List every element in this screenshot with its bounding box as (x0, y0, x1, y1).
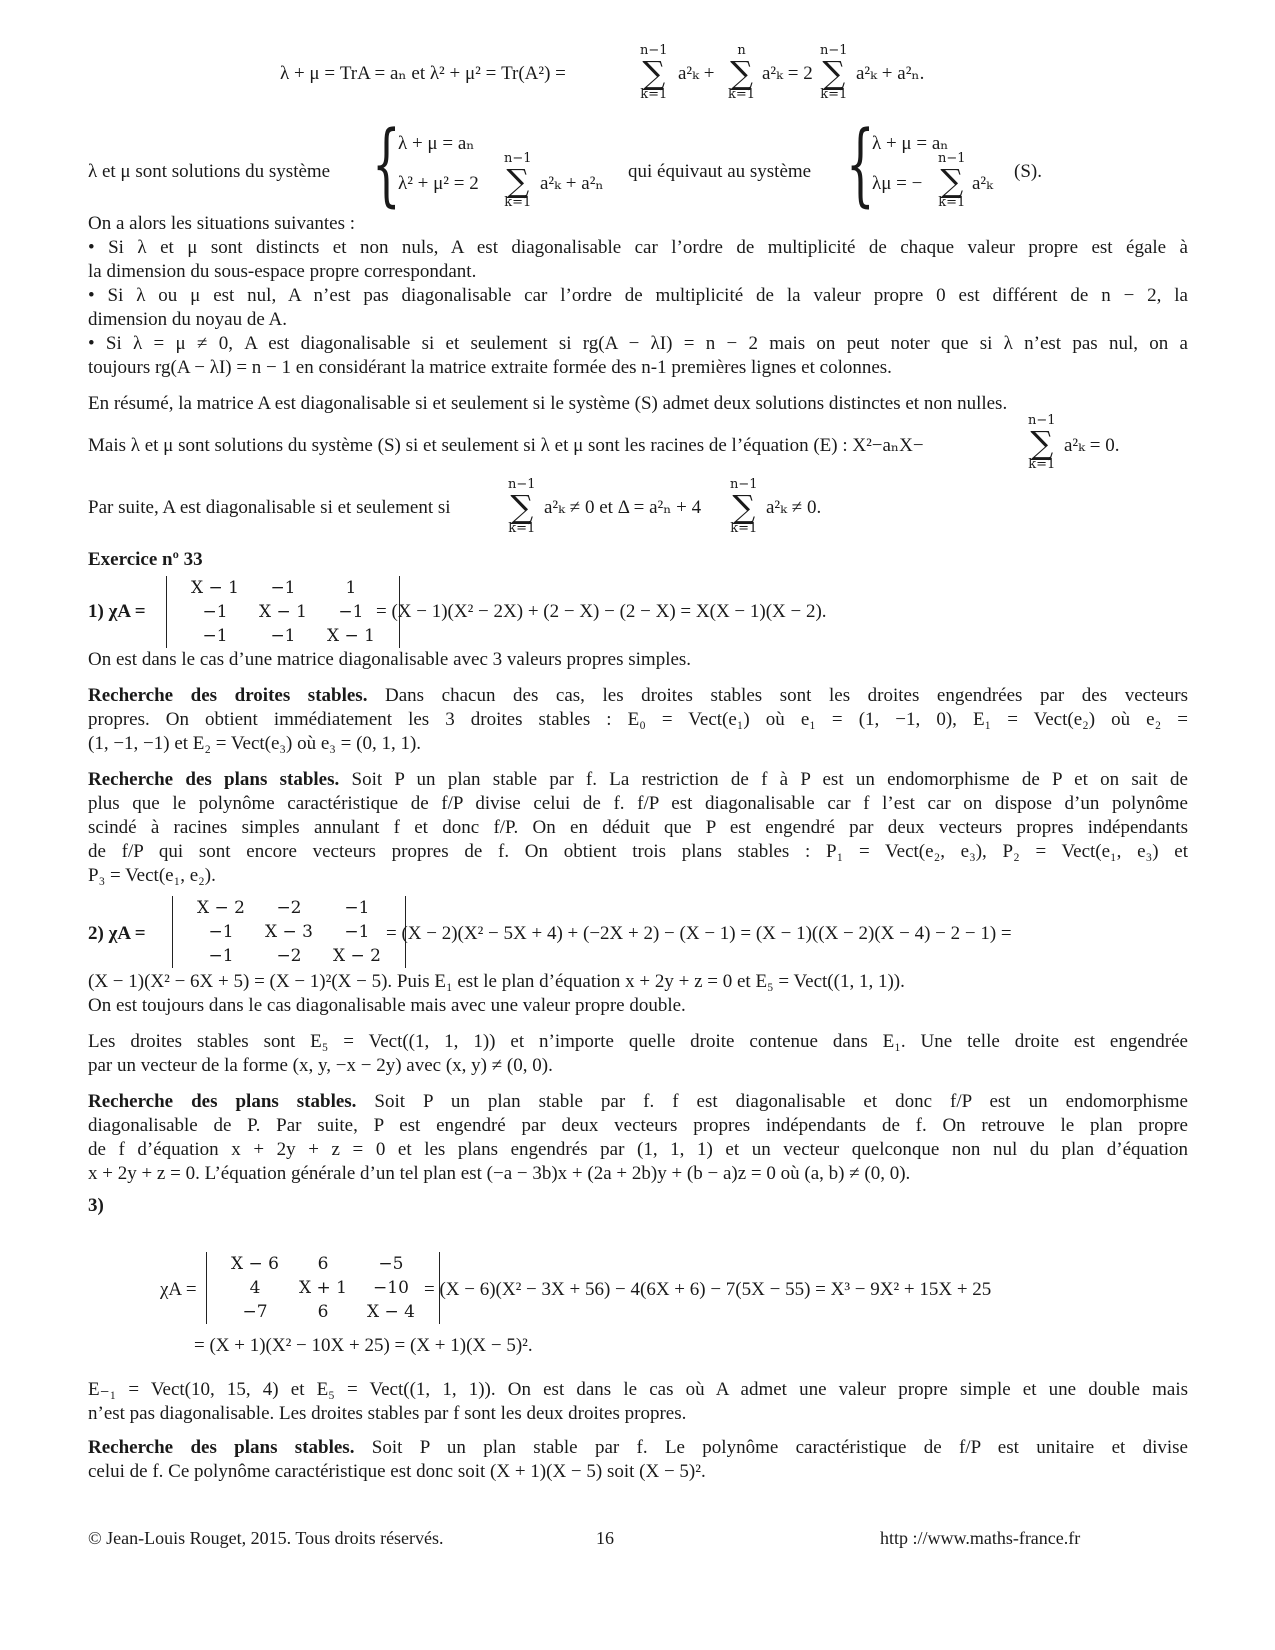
q2-droites-1: Les droites stables sont E₅ = Vect((1, 1, 1)) et n’importe quelle droite contenue dans E₁. Une telle droite est engendrée (88, 1031, 1188, 1052)
matrix-row (187, 944, 391, 968)
equation-e-text: Mais λ et μ sont solutions du système (S) si et seulement si λ et μ sont les racines de l’équation (E) : X²−aₙX− (88, 435, 924, 456)
q2-plans-2: diagonalisable de P. Par suite, P est engendré par deux vecteurs propres indépendants de f. On retrouve le plan propre (88, 1115, 1188, 1136)
matrix-row (187, 920, 391, 944)
bullet-3-cont: toujours rg(A − λI) = n − 1 en considérant la matrice extraite formée des n-1 premières lignes et colonnes. (88, 357, 892, 378)
q3-result: = (X − 6)(X² − 3X + 56) − 4(6X + 6) − 7(5X − 55) = X³ − 9X² + 15X + 25 (424, 1279, 992, 1300)
plans-paragraph: Recherche des plans stables. Soit P un plan stable par f. La restriction de f à P est un endomorphisme de P et on sait de (88, 769, 1188, 790)
matrix-cell: −2 (276, 946, 302, 966)
matrix-cell: −1 (202, 602, 228, 622)
sum-1: n−1 ∑ k=1 (640, 43, 668, 102)
equation-e-end: a²ₖ = 0. (1064, 435, 1120, 456)
q3-factorization: = (X + 1)(X² − 10X + 25) = (X + 1)(X − 5)². (194, 1335, 533, 1356)
q2-plans-3: de f d’équation x + 2y + z = 0 et les plans engendrés par (1, 1, 1) et un vecteur quelconque non nul du plan d’équation (88, 1139, 1188, 1160)
sum-sys1: n−1 ∑ k=1 (504, 151, 532, 210)
matrix-cell: −2 (276, 898, 302, 918)
q3-plans-2: celui de f. Ce polynôme caractéristique est donc soit (X + 1)(X − 5) soit (X − 5)². (88, 1461, 706, 1482)
trace-equation (280, 62, 566, 86)
matrix-cell: X − 2 (332, 946, 381, 966)
matrix-cell: −1 (270, 578, 296, 598)
droites-line-2: propres. On obtient immédiatement les 3 droites stables : E₀ = Vect(e₁) où e₁ = (1, −1, 0), E₁ = Vect(e₂) où e₂ = (88, 709, 1188, 730)
matrix-cell: X − 1 (191, 578, 239, 598)
sum-2: n ∑ k=1 (728, 43, 756, 102)
q1-determinant (166, 576, 400, 648)
q2-plans-4: x + 2y + z = 0. L’équation générale d’un tel plan est (−a − 3b)x + (2a + 2b)y + (b − a)z = 0 où (a, b) ≠ (0, 0). (88, 1163, 911, 1184)
q3-label: 3) (88, 1195, 104, 1216)
bullet-2-cont: dimension du noyau de A. (88, 309, 287, 330)
droites-line-3: (1, −1, −1) et E₂ = Vect(e₃) où e₃ = (0, 1, 1). (88, 733, 422, 754)
footer-copyright: © Jean-Louis Rouget, 2015. Tous droits réservés. (88, 1528, 444, 1548)
system1-eq2: λ² + μ² = 2 (398, 173, 479, 194)
situations-text: On a alors les situations suivantes : (88, 213, 356, 234)
q1-result: = (X − 1)(X² − 2X) + (2 − X) − (2 − X) = X(X − 1)(X − 2). (376, 601, 827, 622)
q2-label: 2) χA = (88, 923, 146, 944)
plans-line-4: de f/P qui sont encore vecteurs propres de f. On obtient trois plans stables : P₁ = Vect(e₂, e₃), P₂ = Vect(e₁, e₃) et (88, 841, 1188, 862)
q3-plans-paragraph: Recherche des plans stables. Soit P un plan stable par f. Le polynôme caractéristique de f/P est unitaire et divise (88, 1437, 1188, 1458)
system1-eq1: λ + μ = aₙ (398, 133, 475, 154)
matrix-cell: 6 (317, 1254, 329, 1274)
bullet-3: • Si λ = μ ≠ 0, A est diagonalisable si et seulement si rg(A − λI) = n − 2 mais on peut noter que si λ n’est pas nul, on a (88, 333, 1188, 354)
matrix-cell: −1 (208, 922, 234, 942)
system-label: (S). (1014, 161, 1042, 182)
plans-line-5: P₃ = Vect(e₁, e₂). (88, 865, 216, 886)
droites-paragraph: Recherche des droites stables. Dans chacun des cas, les droites stables sont les droites engendrées par des vecteurs (88, 685, 1188, 706)
matrix-cell: X − 2 (197, 898, 245, 918)
q2-conclusion: On est toujours dans le cas diagonalisable mais avec une valeur propre double. (88, 995, 686, 1016)
matrix-cell: 6 (317, 1302, 329, 1322)
system-middle-text: qui équivaut au système (628, 161, 812, 182)
q2-result-cont: (X − 1)(X² − 6X + 5) = (X − 1)²(X − 5). Puis E₁ est le plan d’équation x + 2y + z = 0 et E₅ = Vect((1, 1, 1)). (88, 971, 905, 992)
matrix-cell: X − 4 (366, 1302, 415, 1322)
sum-e: n−1 ∑ k=1 (1028, 413, 1056, 472)
matrix-cell: X − 6 (231, 1254, 279, 1274)
conclusion-end: a²ₖ ≠ 0. (766, 497, 822, 518)
q2-determinant (172, 896, 406, 968)
system2-eq2: λμ = − (872, 173, 923, 194)
q1-conclusion: On est dans le cas d’une matrice diagonalisable avec 3 valeurs propres simples. (88, 649, 692, 670)
matrix-row (221, 1276, 425, 1300)
term-3: a²ₖ + a²ₙ. (856, 63, 925, 84)
matrix-row (221, 1252, 425, 1276)
matrix-cell: −1 (208, 946, 234, 966)
matrix-cell: −1 (344, 898, 370, 918)
matrix-cell: 4 (249, 1278, 261, 1298)
matrix-cell: X − 1 (326, 626, 375, 646)
conclusion-text: Par suite, A est diagonalisable si et seulement si (88, 497, 451, 518)
term-2: a²ₖ = 2 (762, 63, 813, 84)
matrix-row (181, 600, 385, 624)
q2-result: = (X − 2)(X² − 5X + 4) + (−2X + 2) − (X − 1) = (X − 1)((X − 2)(X − 4) − 2 − 1) = (386, 923, 1012, 944)
bullet-1-cont: la dimension du sous-espace propre correspondant. (88, 261, 477, 282)
system2-eq1: λ + μ = aₙ (872, 133, 949, 154)
plans-line-2: plus que le polynôme caractéristique de f/P divise celui de f. f/P est diagonalisable car f l’est car on dispose d’un polynôme (88, 793, 1188, 814)
left-brace: { (372, 112, 401, 217)
system1-eq2-end: a²ₖ + a²ₙ (540, 173, 604, 194)
matrix-cell: −1 (344, 922, 370, 942)
bullet-2: • Si λ ou μ est nul, A n’est pas diagonalisable car l’ordre de multiplicité de la valeur propre 0 est différent de n − 2, la (88, 285, 1188, 306)
q3-chi: χA = (160, 1279, 197, 1300)
matrix-row (221, 1300, 425, 1324)
q2-plans-paragraph: Recherche des plans stables. Soit P un plan stable par f. f est diagonalisable et donc f/P est un endomorphisme (88, 1091, 1188, 1112)
matrix-row (187, 896, 391, 920)
q3-eigen-1: E₋₁ = Vect(10, 15, 4) et E₅ = Vect((1, 1, 1)). On est dans le cas où A admet une valeur propre simple et une double mais (88, 1379, 1188, 1400)
plans-line-3: scindé à racines simples annulant f et donc f/P. On en déduit que P est engendré par deux vecteurs propres indépendants (88, 817, 1188, 838)
summary-text: En résumé, la matrice A est diagonalisable si et seulement si le système (S) admet deux solutions distinctes et non nulles. (88, 393, 1008, 414)
matrix-cell: 1 (345, 578, 357, 598)
sum-c2: n−1 ∑ k=1 (730, 477, 758, 536)
matrix-cell: X + 1 (298, 1278, 347, 1298)
q1-label: 1) χA = (88, 601, 146, 622)
matrix-cell: X − 3 (264, 922, 313, 942)
bullet-1: • Si λ et μ sont distincts et non nuls, A est diagonalisable car l’ordre de multiplicité de chaque valeur propre est égale à (88, 237, 1188, 258)
sum-sys2: n−1 ∑ k=1 (938, 151, 966, 210)
matrix-cell: −7 (242, 1302, 268, 1322)
matrix-row (181, 624, 385, 648)
sum-c1: n−1 ∑ k=1 (508, 477, 536, 536)
system-intro: λ et μ sont solutions du système (88, 161, 331, 182)
matrix-row (181, 576, 385, 600)
q3-eigen-2: n’est pas diagonalisable. Les droites stables par f sont les deux droites propres. (88, 1403, 687, 1424)
exercise-title: Exercice nº 33 (88, 549, 203, 570)
matrix-cell: X − 1 (258, 602, 307, 622)
matrix-cell: −10 (373, 1278, 409, 1298)
q2-droites-2: par un vecteur de la forme (x, y, −x − 2y) avec (x, y) ≠ (0, 0). (88, 1055, 553, 1076)
sum-3: n−1 ∑ k=1 (820, 43, 848, 102)
right-brace: { (846, 112, 875, 217)
matrix-cell: −5 (378, 1254, 404, 1274)
q3-determinant (206, 1252, 440, 1324)
footer-url[interactable]: http ://www.maths-france.fr (880, 1528, 1081, 1548)
page-number: 16 (596, 1528, 614, 1548)
trace-text: λ + μ = TrA = aₙ et λ² + μ² = Tr(A²) = (280, 63, 566, 84)
matrix-cell: −1 (338, 602, 364, 622)
conclusion-mid: a²ₖ ≠ 0 et Δ = a²ₙ + 4 (544, 497, 702, 518)
term-1: a²ₖ + (678, 63, 715, 84)
matrix-cell: −1 (202, 626, 228, 646)
matrix-cell: −1 (270, 626, 296, 646)
system2-eq2-end: a²ₖ (972, 173, 994, 194)
